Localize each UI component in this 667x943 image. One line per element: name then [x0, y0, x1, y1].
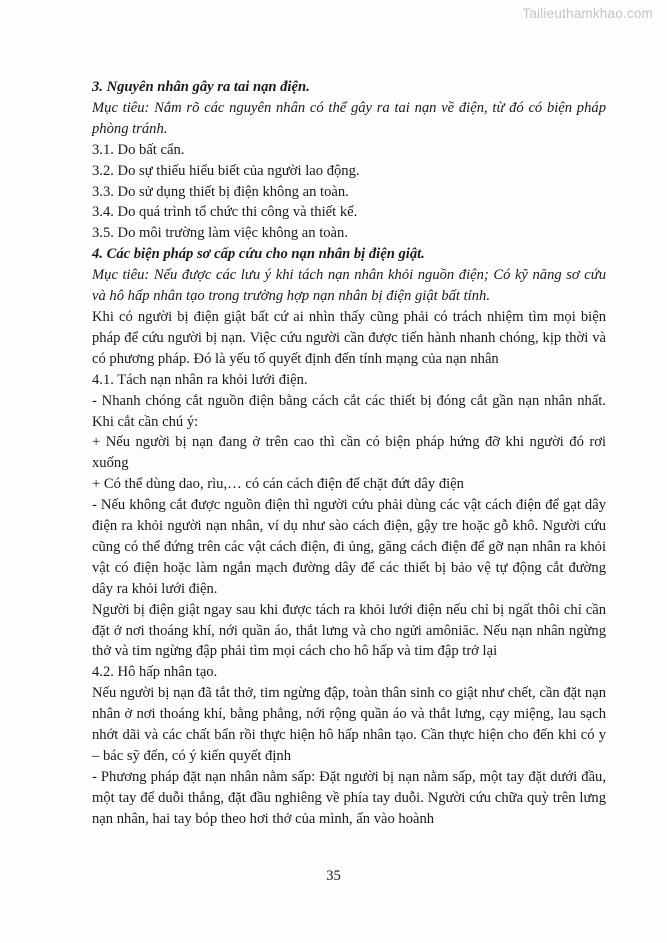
subsection-4-2-heading: 4.2. Hô hấp nhân tạo. [92, 664, 218, 681]
section-4-intro: Khi có người bị điện giật bất cứ ai nhìn thấy cũng phải có trách nhiệm tìm mọi biện pháp để cứu người bị nạn. Việc cứu người cần được tiến hành nhanh chóng, kịp thời và có phương pháp. Đó là yếu tố quyết định đến tính mạng của nạn nhân [92, 308, 606, 367]
paragraph: - Phương pháp đặt nạn nhân nằm sấp: Đặt người bị nạn nằm sấp, một tay đặt dưới đầu, một tay để duỗi thẳng, đặt đầu nghiêng về phía tay duỗi. Người cứu chữa quỳ trên lưng nạn nhân, hai tay bóp theo hơi thở của mình, ấn vào hoành [92, 768, 606, 827]
list-item: 3.1. Do bất cẩn. [92, 141, 185, 158]
section-3-objective: Mục tiêu: Nắm rõ các nguyên nhân có thể gây ra tai nạn về điện, từ đó có biện pháp phòng tránh. [92, 99, 606, 137]
paragraph: Người bị điện giật ngay sau khi được tách ra khỏi lưới điện nếu chỉ bị ngất thôi chỉ cần đặt ở nơi thoáng khí, nới quần áo, thắt lưng và cho ngửi amôniăc. Nếu nạn nhân ngừng thở và tim ngừng đập phải tìm mọi cách cho hô hấp và tim đập trở lại [92, 601, 606, 660]
list-item: 3.5. Do môi trường làm việc không an toàn. [92, 225, 348, 242]
section-4-heading: 4. Các biện pháp sơ cấp cứu cho nạn nhân bị điện giật. [92, 246, 425, 263]
list-item: 3.2. Do sự thiếu hiểu biết của người lao động. [92, 162, 360, 179]
watermark: Tailieuthamkhao.com [522, 6, 653, 21]
paragraph: - Nhanh chóng cắt nguồn điện bằng cách cắt các thiết bị đóng cắt gần nạn nhân nhất. Khi cắt cần chú ý: [92, 392, 606, 430]
section-4-objective: Mục tiêu: Nếu được các lưu ý khi tách nạn nhân khỏi nguồn điện; Có kỹ năng sơ cứu và hô hấp nhân tạo trong trường hợp nạn nhân bị điện giật bất tỉnh. [92, 267, 606, 305]
section-3-heading: 3. Nguyên nhân gây ra tai nạn điện. [92, 79, 310, 95]
paragraph: Nếu người bị nạn đã tắt thở, tim ngừng đập, toàn thân sinh co giật như chết, cần đặt nạn nhân ở nơi thoáng khí, bằng phẳng, nới rộng quần áo và thắt lưng, cạy miệng, lau sạch nhớt dãi và các chất bẩn rồi thực hiện hô hấp nhân tạo. Cần thực hiện cho đến khi có y – bác sỹ đến, có ý kiến quyết định [92, 685, 606, 764]
paragraph: + Nếu người bị nạn đang ở trên cao thì cần có biện pháp hứng đỡ khi người đó rơi xuống [92, 434, 606, 472]
list-item: 3.3. Do sử dụng thiết bị điện không an toàn. [92, 183, 349, 200]
page-number: 35 [326, 868, 341, 884]
paragraph: + Có thể dùng dao, rìu,… có cán cách điện để chặt đứt dây điện [92, 476, 464, 493]
subsection-4-1-heading: 4.1. Tách nạn nhân ra khỏi lưới điện. [92, 371, 308, 388]
paragraph: - Nếu không cắt được nguồn điện thì người cứu phải dùng các vật cách điện để gạt dây điện ra khỏi người nạn nhân, ví dụ như sào cách điện, gậy tre hoặc gỗ khô. Người cứu cũng có thể đứng trên các vật cách điện, đi ủng, găng cách điện để gỡ nạn nhân ra khỏi vật có điện hoặc làm ngắn mạch đường dây để các thiết bị bảo vệ tự động cắt đường dây ra khỏi lưới điện. [92, 497, 606, 597]
page-content [92, 77, 606, 830]
list-item: 3.4. Do quá trình tổ chức thi công và thiết kế. [92, 204, 358, 221]
